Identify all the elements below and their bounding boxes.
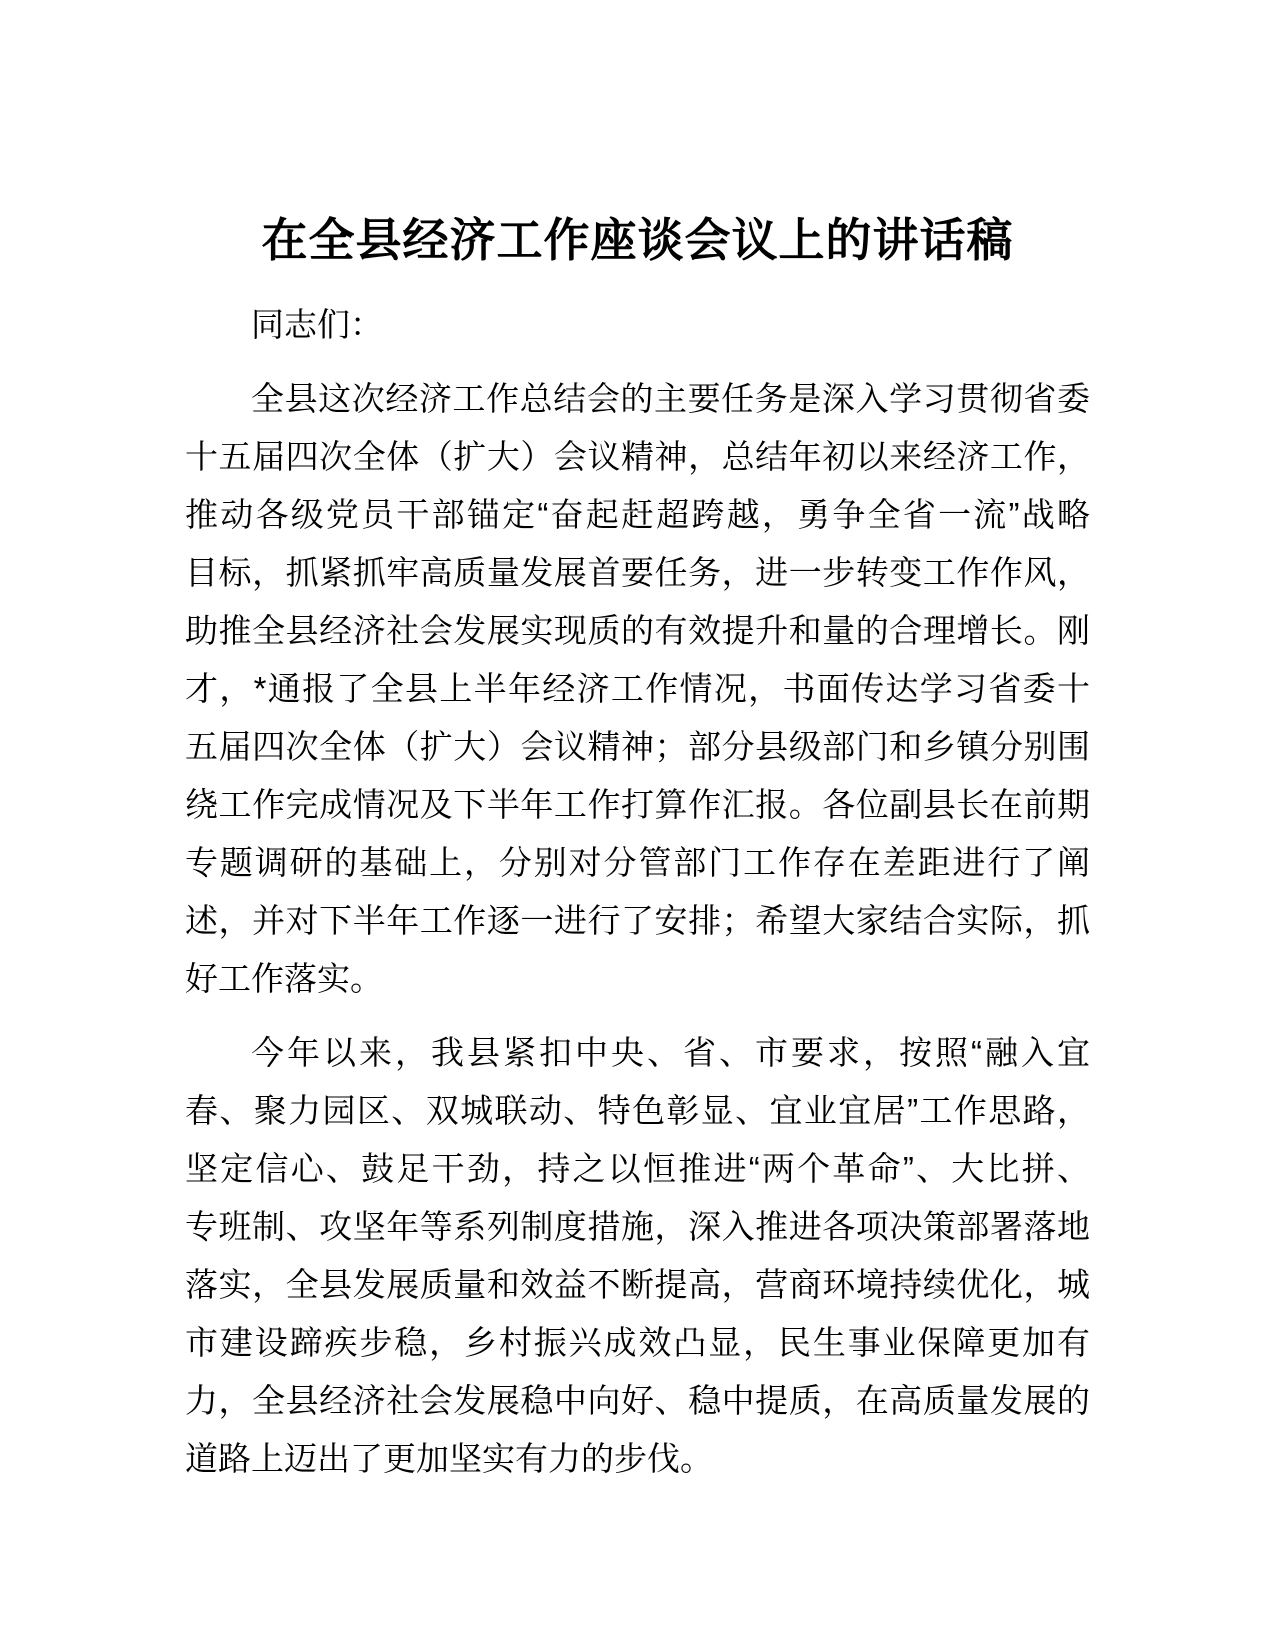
- text-line: 道路上迈出了更加坚实有力的步伐。: [185, 1440, 713, 1477]
- text-line: 十五届四次全体（扩大）会议精神，总结年初以来经济工作，: [185, 438, 1090, 475]
- text-line: 五届四次全体（扩大）会议精神；部分县级部门和乡镇分别围: [185, 728, 1090, 765]
- text-line: 今年以来，我县紧扣中央、省、市要求，按照“融入宜: [251, 1034, 1090, 1071]
- text-line: 才，*通报了全县上半年经济工作情况，书面传达学习省委十: [185, 670, 1090, 707]
- text-line: 落实，全县发展质量和效益不断提高，营商环境持续优化，城: [185, 1266, 1090, 1303]
- salutation-paragraph: [185, 296, 1090, 354]
- text-line: 全县这次经济工作总结会的主要任务是深入学习贯彻省委: [251, 380, 1090, 417]
- paragraph-1: [185, 370, 1090, 1008]
- text-line: 绕工作完成情况及下半年工作打算作汇报。各位副县长在前期: [185, 786, 1090, 823]
- text-line: 推动各级党员干部锚定“奋起赶超跨越，勇争全省一流”战略: [185, 496, 1090, 533]
- salutation-line: 同志们：: [251, 306, 383, 343]
- text-line: 目标，抓紧抓牢高质量发展首要任务，进一步转变工作作风，: [185, 554, 1090, 591]
- document-title: 在全县经济工作座谈会议上的讲话稿: [261, 214, 1014, 266]
- text-line: 专题调研的基础上，分别对分管部门工作存在差距进行了阐: [185, 844, 1090, 881]
- text-line: 坚定信心、鼓足干劲，持之以恒推进“两个革命”、大比拼、: [185, 1150, 1090, 1187]
- text-line: 市建设蹄疾步稳，乡村振兴成效凸显，民生事业保障更加有: [185, 1324, 1090, 1361]
- text-line: 好工作落实。: [185, 960, 383, 997]
- paragraph-2: [185, 1024, 1090, 1488]
- text-line: 助推全县经济社会发展实现质的有效提升和量的合理增长。刚: [185, 612, 1090, 649]
- text-line: 春、聚力园区、双城联动、特色彰显、宜业宜居”工作思路，: [185, 1092, 1090, 1129]
- text-line: 述，并对下半年工作逐一进行了安排；希望大家结合实际，抓: [185, 902, 1090, 939]
- text-line: 专班制、攻坚年等系列制度措施，深入推进各项决策部署落地: [185, 1208, 1090, 1245]
- text-line: 力，全县经济社会发展稳中向好、稳中提质，在高质量发展的: [185, 1382, 1090, 1419]
